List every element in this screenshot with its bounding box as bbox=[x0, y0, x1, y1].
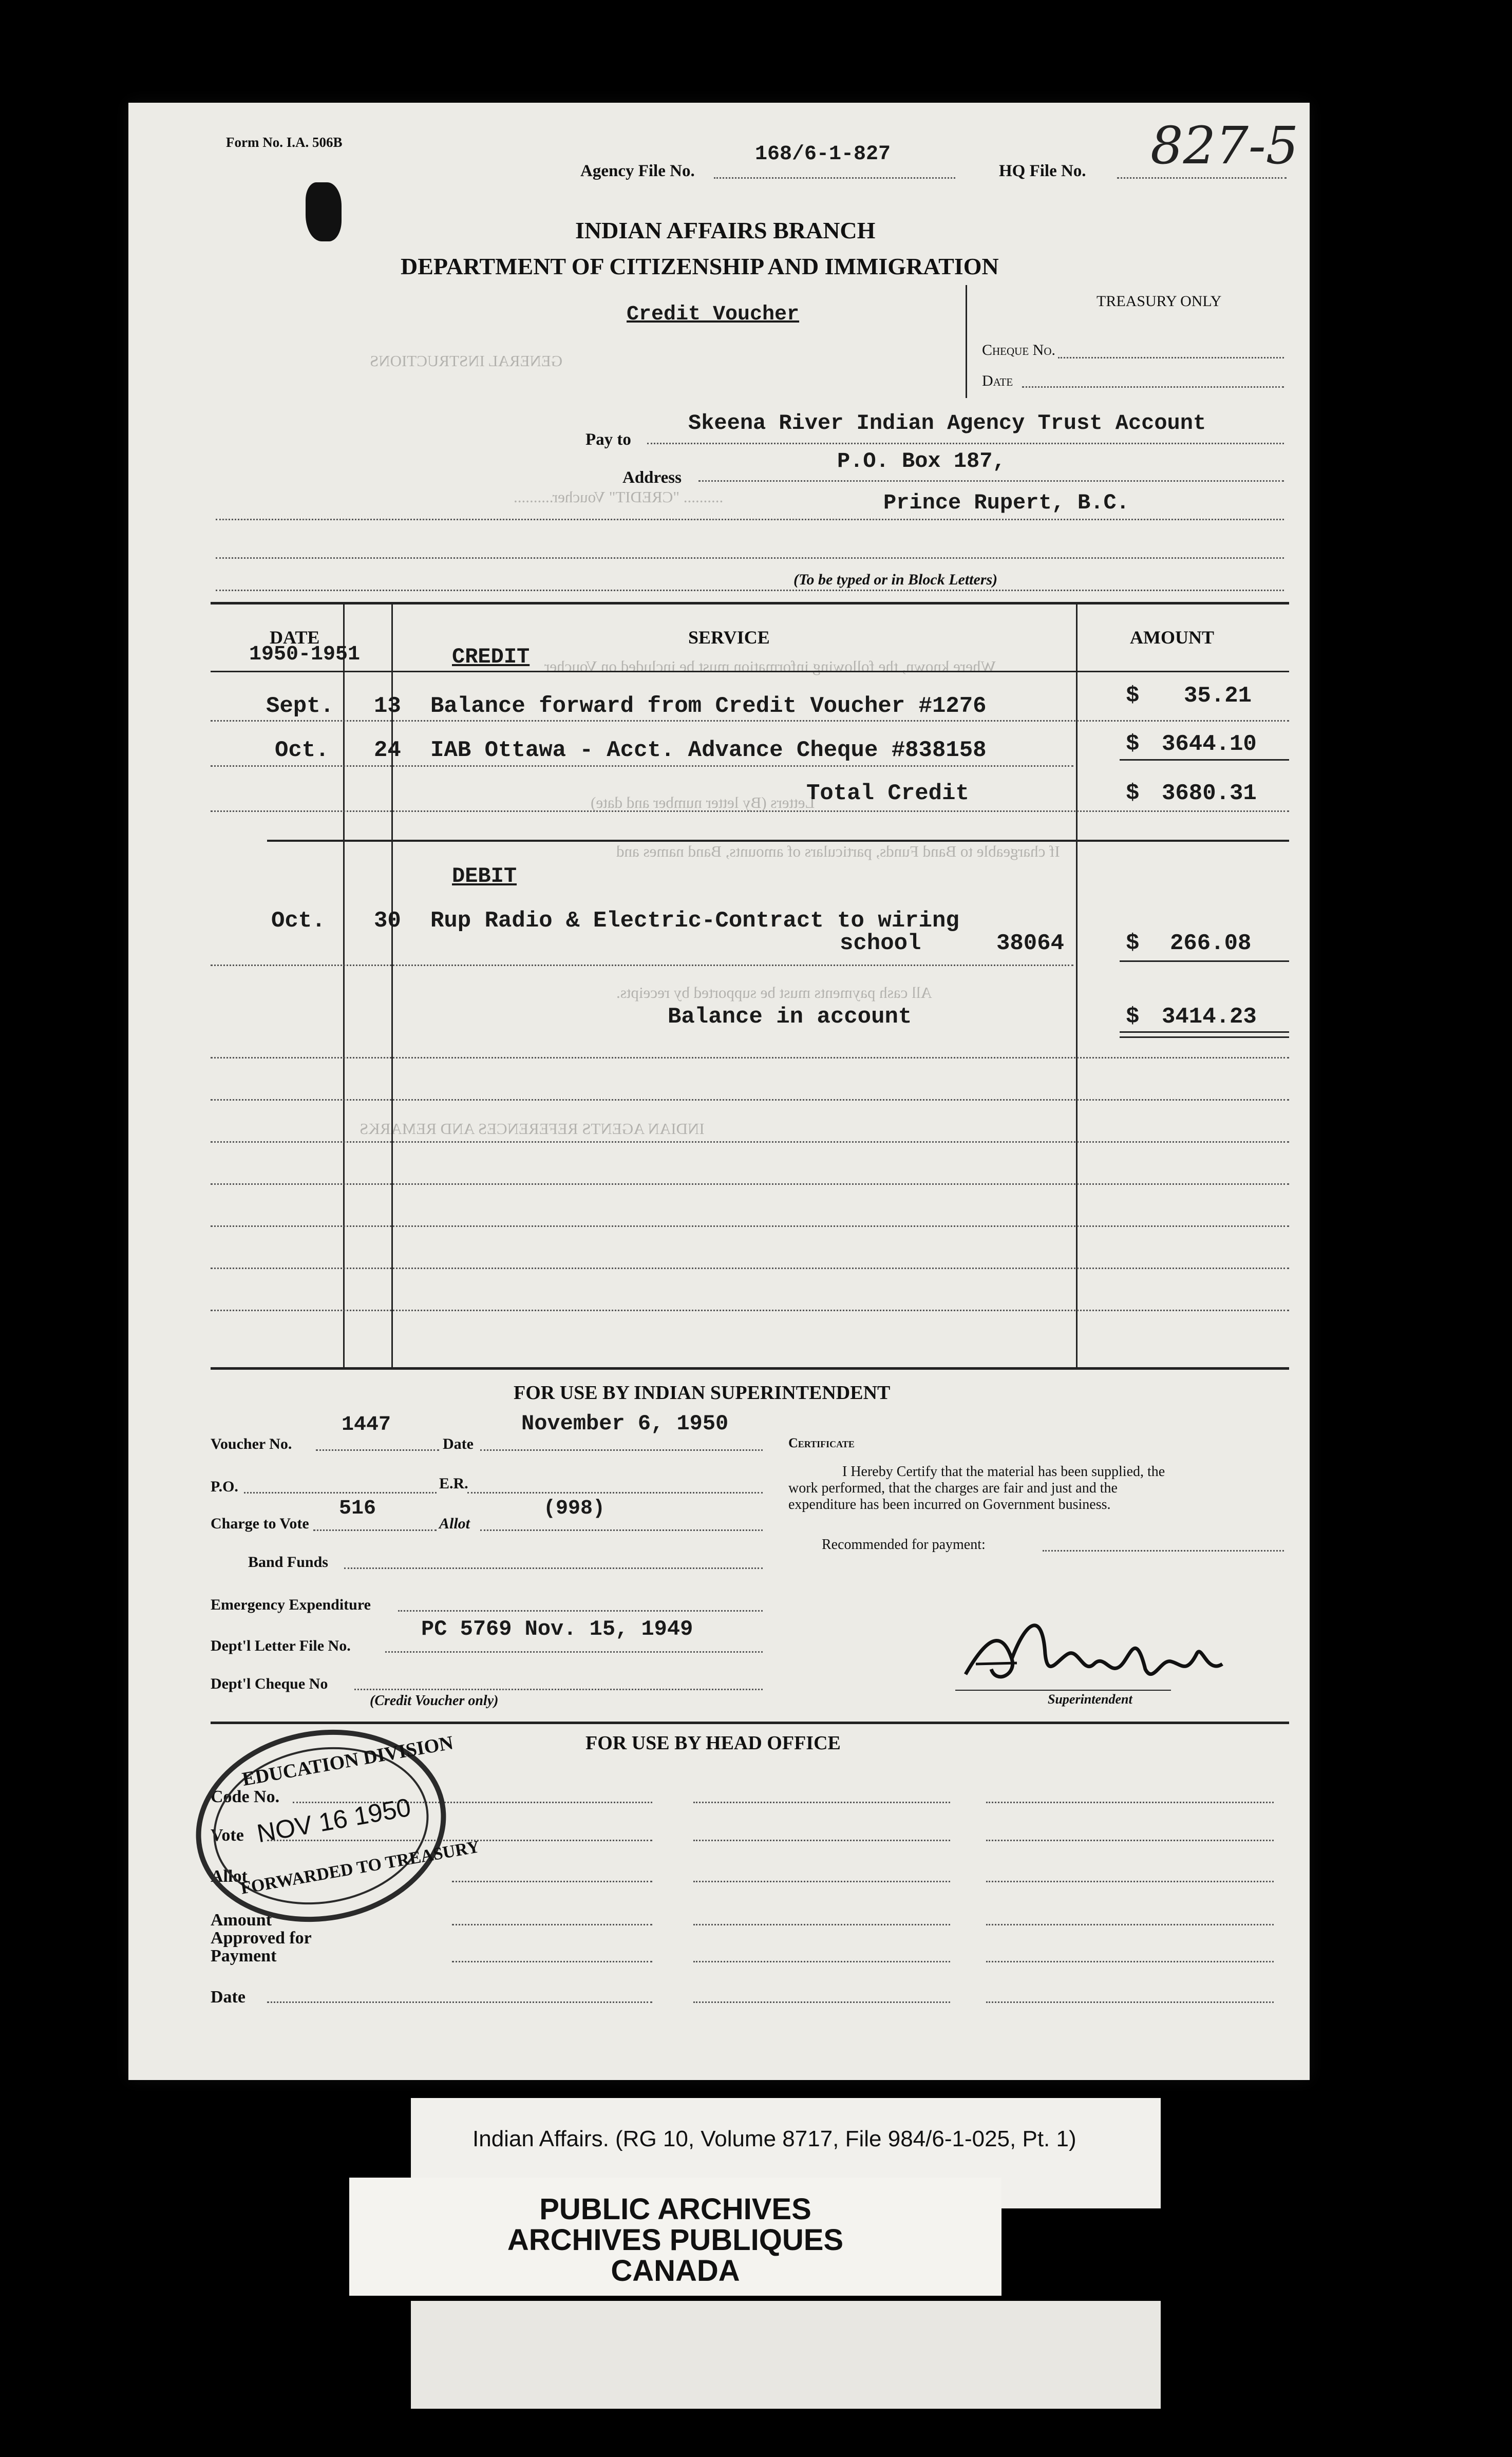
debit-service-line-2: school bbox=[840, 931, 921, 956]
amount-header: AMOUNT bbox=[1130, 627, 1214, 648]
debit-currency: $ bbox=[1126, 931, 1140, 956]
charge-vote-label: Charge to Vote bbox=[211, 1515, 309, 1532]
emergency-label: Emergency Expenditure bbox=[211, 1596, 371, 1613]
payment-label: Payment bbox=[211, 1946, 277, 1965]
balance-currency: $ bbox=[1126, 1004, 1140, 1030]
row-2-month: Oct. bbox=[275, 738, 329, 763]
block-letters-note: (To be typed or in Block Letters) bbox=[793, 571, 998, 588]
row-1-day: 13 bbox=[374, 693, 401, 719]
row-1-month: Sept. bbox=[266, 693, 334, 719]
voucher-date-value: November 6, 1950 bbox=[521, 1411, 729, 1436]
stamp-top-text: EDUCATION DIVISION bbox=[240, 1732, 455, 1790]
head-office-title: FOR USE BY HEAD OFFICE bbox=[585, 1732, 841, 1754]
public-archives-card bbox=[349, 2178, 1001, 2296]
service-header: SERVICE bbox=[688, 627, 770, 648]
er-label: E.R. bbox=[439, 1475, 468, 1492]
stamp-date: NOV 16 1950 bbox=[254, 1792, 413, 1848]
row-2-service: IAB Ottawa - Acct. Advance Cheque #838158 bbox=[430, 738, 987, 763]
head-allot-label: Allot bbox=[211, 1867, 248, 1886]
po-label: P.O. bbox=[211, 1478, 238, 1495]
pay-to-label: Pay to bbox=[585, 430, 631, 449]
allot-label: Allot bbox=[439, 1515, 470, 1532]
debit-amount: 266.08 bbox=[1170, 931, 1252, 956]
vote-label: Vote bbox=[211, 1826, 244, 1845]
agency-file-label: Agency File No. bbox=[580, 162, 695, 180]
total-credit-currency: $ bbox=[1126, 781, 1140, 806]
row-2-amount: 3644.10 bbox=[1162, 731, 1257, 757]
code-no-label: Code No. bbox=[211, 1787, 280, 1806]
head-date-label: Date bbox=[211, 1988, 245, 2007]
total-credit-amount: 3680.31 bbox=[1162, 781, 1257, 806]
debit-service-line-1: Rup Radio & Electric-Contract to wiring bbox=[430, 908, 959, 934]
stamp-bottom-text: FORWARDED TO TREASURY bbox=[239, 1837, 481, 1898]
total-credit-label: Total Credit bbox=[806, 781, 969, 806]
voucher-date-label: Date bbox=[443, 1435, 474, 1452]
superintendent-caption: Superintendent bbox=[1048, 1692, 1132, 1707]
debit-reference: 38064 bbox=[996, 931, 1065, 956]
treasury-title: TREASURY ONLY bbox=[1097, 293, 1222, 310]
voucher-no-value: 1447 bbox=[342, 1413, 391, 1437]
superintendent-title: FOR USE BY INDIAN SUPERINTENDENT bbox=[514, 1382, 891, 1404]
cheque-no-label: Dept'l Cheque No bbox=[211, 1675, 328, 1692]
date-header: DATE bbox=[270, 627, 320, 648]
hq-file-label: HQ File No. bbox=[999, 162, 1086, 180]
archive-citation: Indian Affairs. (RG 10, Volume 8717, File 984/6-1-025, Pt. 1) bbox=[472, 2126, 1076, 2151]
row-2-currency: $ bbox=[1126, 731, 1140, 757]
certificate-line-1: I Hereby Certify that the material has been supplied, the bbox=[842, 1464, 1165, 1480]
payee-name: Skeena River Indian Agency Trust Account bbox=[688, 411, 1206, 436]
certificate-line-3: expenditure has been incurred on Government business. bbox=[788, 1497, 1111, 1513]
letter-file-label: Dept'l Letter File No. bbox=[211, 1637, 351, 1654]
debit-month: Oct. bbox=[271, 908, 326, 934]
address-line-1: P.O. Box 187, bbox=[837, 449, 1006, 474]
archive-line-2: ARCHIVES PUBLIQUES bbox=[507, 2223, 844, 2257]
branch-title: INDIAN AFFAIRS BRANCH bbox=[575, 217, 876, 243]
approved-label: Approved for bbox=[211, 1929, 312, 1948]
row-1-service: Balance forward from Credit Voucher #1276 bbox=[430, 693, 987, 719]
credit-heading: CREDIT bbox=[452, 645, 530, 669]
treasury-date-label: Date bbox=[982, 372, 1013, 389]
address-label: Address bbox=[622, 468, 682, 487]
recommended-label: Recommended for payment: bbox=[822, 1537, 986, 1553]
certificate-line-2: work performed, that the charges are fair and just and the bbox=[788, 1480, 1118, 1496]
letter-file-value: PC 5769 Nov. 15, 1949 bbox=[421, 1617, 693, 1641]
voucher-no-label: Voucher No. bbox=[211, 1435, 292, 1452]
archive-label-strip bbox=[411, 2301, 1161, 2409]
amount-label: Amount bbox=[211, 1911, 272, 1930]
row-2-day: 24 bbox=[374, 738, 401, 763]
treasury-cheque-label: Cheque No. bbox=[982, 342, 1055, 358]
balance-label: Balance in account bbox=[668, 1004, 912, 1030]
form-number: Form No. I.A. 506B bbox=[226, 135, 343, 150]
debit-heading: DEBIT bbox=[452, 864, 517, 889]
voucher-type: Credit Voucher bbox=[627, 303, 800, 326]
agency-file-number: 168/6-1-827 bbox=[755, 143, 891, 166]
row-1-amount: 35.21 bbox=[1184, 683, 1252, 709]
superintendent-signature bbox=[955, 1597, 1243, 1700]
year-value: 1950-1951 bbox=[249, 643, 361, 666]
department-title: DEPARTMENT OF CITIZENSHIP AND IMMIGRATION bbox=[401, 253, 999, 279]
cheque-no-note: (Credit Voucher only) bbox=[370, 1693, 499, 1709]
archive-line-1: PUBLIC ARCHIVES bbox=[539, 2193, 811, 2226]
certificate-title: Certificate bbox=[788, 1435, 855, 1450]
charge-vote-value: 516 bbox=[339, 1497, 376, 1520]
row-1-currency: $ bbox=[1126, 683, 1140, 709]
archive-line-3: CANADA bbox=[611, 2254, 740, 2288]
allot-value: (998) bbox=[543, 1497, 606, 1520]
band-funds-label: Band Funds bbox=[248, 1554, 328, 1571]
hq-file-number: 827-5 bbox=[1150, 116, 1299, 176]
balance-amount: 3414.23 bbox=[1162, 1004, 1257, 1030]
address-line-2: Prince Rupert, B.C. bbox=[883, 490, 1129, 515]
ink-blot bbox=[306, 182, 342, 241]
debit-day: 30 bbox=[374, 908, 401, 934]
